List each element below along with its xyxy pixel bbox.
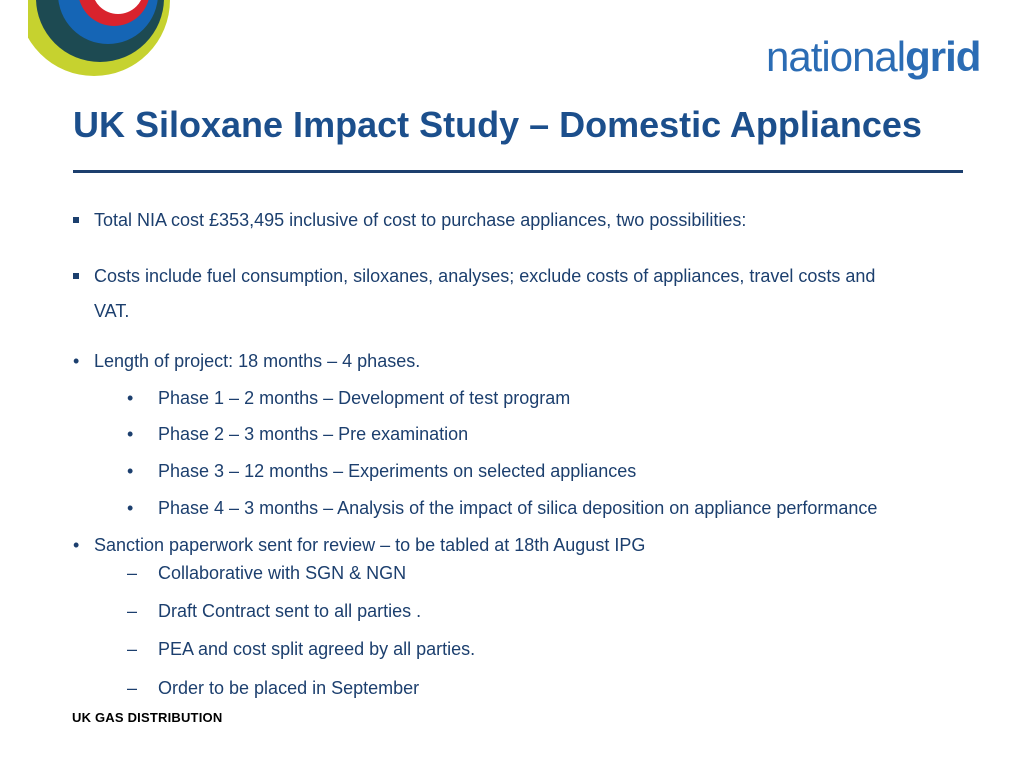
footer-label: UK GAS DISTRIBUTION (72, 710, 223, 725)
logo-text-grid: grid (905, 33, 981, 80)
logo-rings-graphic (28, 0, 198, 90)
dot-bullet-icon: • (127, 498, 134, 518)
dot-bullet-icon: • (127, 388, 134, 408)
slide-title: UK Siloxane Impact Study – Domestic Appliances (73, 104, 922, 145)
sanction-item: PEA and cost split agreed by all parties. (158, 639, 476, 659)
national-grid-logo (766, 33, 981, 80)
bullet-total-cost: Total NIA cost £353,495 inclusive of cost to purchase appliances, two possibilities: (94, 210, 747, 230)
sanction-item: Collaborative with SGN & NGN (158, 563, 407, 583)
phase-item: Phase 2 – 3 months – Pre examination (158, 424, 469, 444)
bullet-costs-include: Costs include fuel consumption, siloxanes, analyses; exclude costs of appliances, travel costs and (94, 266, 876, 286)
sanction-item: Draft Contract sent to all parties . (158, 601, 422, 621)
bullet-sanction: Sanction paperwork sent for review – to be tabled at 18th August IPG (94, 535, 646, 555)
dash-bullet-icon: – (127, 678, 138, 698)
bullet-project-length: Length of project: 18 months – 4 phases. (94, 351, 421, 371)
bullet-costs-include-cont: VAT. (94, 301, 130, 321)
square-bullet-icon (73, 273, 79, 279)
dash-bullet-icon: – (127, 601, 138, 621)
dash-bullet-icon: – (127, 639, 138, 659)
phase-item: Phase 3 – 12 months – Experiments on selected appliances (158, 461, 637, 481)
sanction-item: Order to be placed in September (158, 678, 420, 698)
logo-text-national: national (766, 33, 906, 80)
dot-bullet-icon: • (127, 424, 134, 444)
dot-bullet-icon: • (127, 461, 134, 481)
square-bullet-icon (73, 217, 79, 223)
title-divider (73, 170, 963, 173)
dash-bullet-icon: – (127, 563, 138, 583)
dot-bullet-icon: • (73, 351, 80, 371)
dot-bullet-icon: • (73, 535, 80, 555)
phase-item: Phase 1 – 2 months – Development of test program (158, 388, 571, 408)
phase-item: Phase 4 – 3 months – Analysis of the impact of silica deposition on appliance performance (158, 498, 878, 518)
